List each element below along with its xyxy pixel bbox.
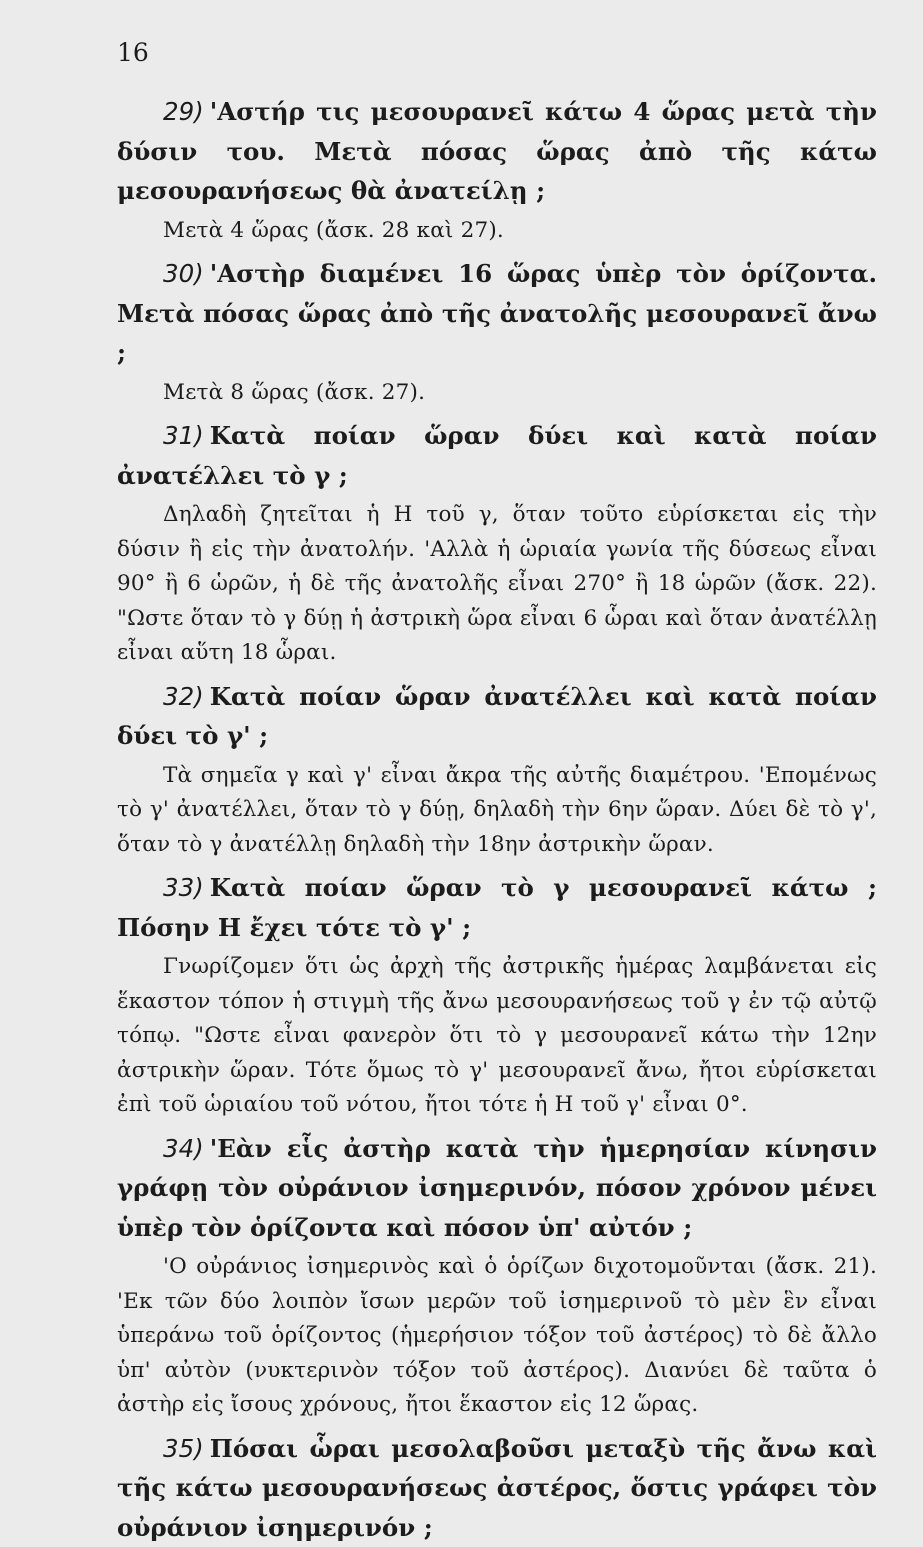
question-text: Κατὰ ποίαν ὥραν ἀνατέλλει καὶ κατὰ ποίαν δύει τὸ γ' ; bbox=[117, 682, 877, 751]
question-text: 'Εὰν εἷς ἀστὴρ κατὰ τὴν ἡμερησίαν κίνησιν γράφῃ τὸν οὐράνιον ἰσημερινόν, πόσον χρόνον μένει ὑπὲρ τὸν ὁρίζοντα καὶ πόσον ὑπ' αὐτόν ; bbox=[117, 1134, 877, 1242]
exercise-number: 33) bbox=[163, 873, 204, 902]
question-text: 'Αστὴρ διαμένει 16 ὥρας ὑπὲρ τὸν ὁρίζοντα. Μετὰ πόσας ὥρας ἀπὸ τῆς ἀνατολῆς μεσουρανεῖ ἄνω ; bbox=[117, 259, 877, 367]
question-text: 'Αστήρ τις μεσουρανεῖ κάτω 4 ὥρας μετὰ τὴν δύσιν του. Μετὰ πόσας ὥρας ἀπὸ τῆς κάτω μεσουρανήσεως θὰ ἀνατείλῃ ; bbox=[117, 97, 877, 205]
exercise-item bbox=[117, 1129, 877, 1423]
exercise-list bbox=[117, 92, 877, 1547]
exercise-answer: Γνωρίζομεν ὅτι ὡς ἀρχὴ τῆς ἀστρικῆς ἡμέρας λαμβάνεται εἰς ἕκαστον τόπον ἡ στιγμὴ τῆς ἄνω μεσουρανήσεως τοῦ γ ἐν τῷ αὐτῷ τόπῳ. "Ωστε εἶναι φανερὸν ὅτι τὸ γ μεσουρανεῖ κάτω τὴν 12ην ἀστρικὴν ὥραν. Τότε ὅμως τὸ γ' μεσουρανεῖ ἄνω, ἤτοι εὑρίσκεται ἐπὶ τοῦ ὡριαίου τοῦ νότου, ἤτοι τότε ἡ Η τοῦ γ' εἶναι 0°. bbox=[117, 950, 877, 1123]
question-text: Κατὰ ποίαν ὥραν δύει καὶ κατὰ ποίαν ἀνατέλλει τὸ γ ; bbox=[117, 421, 877, 490]
exercise-number: 32) bbox=[163, 682, 204, 711]
exercise-answer: 'Ο οὐράνιος ἰσημερινὸς καὶ ὁ ὁρίζων διχοτομοῦνται (ἄσκ. 21). 'Εκ τῶν δύο λοιπὸν ἴσων μερῶν τοῦ ἰσημερινοῦ τὸ μὲν ἓν εἶναι ὑπεράνω τοῦ ὁρίζοντος (ἡμερήσιον τόξον τοῦ ἀστέρος) τὸ δὲ ἄλλο ὑπ' αὐτὸν (νυκτερινὸν τόξον τοῦ ἀστέρος). Διανύει δὲ ταῦτα ὁ ἀστὴρ εἰς ἴσους χρόνους, ἤτοι ἕκαστον εἰς 12 ὥρας. bbox=[117, 1250, 877, 1423]
question-text: Πόσαι ὧραι μεσολαβοῦσι μεταξὺ τῆς ἄνω καὶ τῆς κάτω μεσουρανήσεως ἀστέρος, ὅστις γράφει τὸν οὐράνιον ἰσημερινόν ; bbox=[117, 1434, 877, 1542]
exercise-question bbox=[117, 677, 877, 756]
exercise-question bbox=[117, 416, 877, 495]
exercise-item bbox=[117, 868, 877, 1123]
exercise-number: 35) bbox=[163, 1434, 204, 1463]
page-number: 16 bbox=[117, 38, 149, 67]
exercise-answer: Μετὰ 8 ὥρας (ἄσκ. 27). bbox=[117, 376, 877, 411]
exercise-item bbox=[117, 416, 877, 671]
exercise-answer: Δηλαδὴ ζητεῖται ἡ Η τοῦ γ, ὅταν τοῦτο εὑρίσκεται εἰς τὴν δύσιν ἢ εἰς τὴν ἀνατολήν. 'Αλλὰ ἡ ὡριαία γωνία τῆς δύσεως εἶναι 90° ἢ 6 ὡρῶν, ἡ δὲ τῆς ἀνατολῆς εἶναι 270° ἢ 18 ὡρῶν (ἄσκ. 22). "Ωστε ὅταν τὸ γ δύῃ ἡ ἀστρικὴ ὥρα εἶναι 6 ὧραι καὶ ὅταν ἀνατέλλῃ εἶναι αὕτη 18 ὧραι. bbox=[117, 498, 877, 671]
exercise-number: 30) bbox=[163, 259, 204, 288]
question-text: Κατὰ ποίαν ὥραν τὸ γ μεσουρανεῖ κάτω ; Πόσην Η ἔχει τότε τὸ γ' ; bbox=[117, 873, 877, 942]
exercise-question bbox=[117, 92, 877, 211]
exercise-question bbox=[117, 1129, 877, 1248]
exercise-question bbox=[117, 1429, 877, 1547]
exercise-item bbox=[117, 677, 877, 863]
exercise-number: 31) bbox=[163, 421, 204, 450]
exercise-number: 34) bbox=[163, 1134, 204, 1163]
exercise-number: 29) bbox=[163, 97, 204, 126]
exercise-answer: Μετὰ 4 ὥρας (ἄσκ. 28 καὶ 27). bbox=[117, 214, 877, 249]
exercise-item bbox=[117, 92, 877, 248]
exercise-question bbox=[117, 254, 877, 373]
exercise-answer: Τὰ σημεῖα γ καὶ γ' εἶναι ἄκρα τῆς αὐτῆς διαμέτρου. 'Επομένως τὸ γ' ἀνατέλλει, ὅταν τὸ γ δύῃ, δηλαδὴ τὴν 6ην ὥραν. Δύει δὲ τὸ γ', ὅταν τὸ γ ἀνατέλλῃ δηλαδὴ τὴν 18ην ἀστρικὴν ὥραν. bbox=[117, 759, 877, 863]
exercise-item bbox=[117, 1429, 877, 1547]
exercise-question bbox=[117, 868, 877, 947]
exercise-item bbox=[117, 254, 877, 410]
